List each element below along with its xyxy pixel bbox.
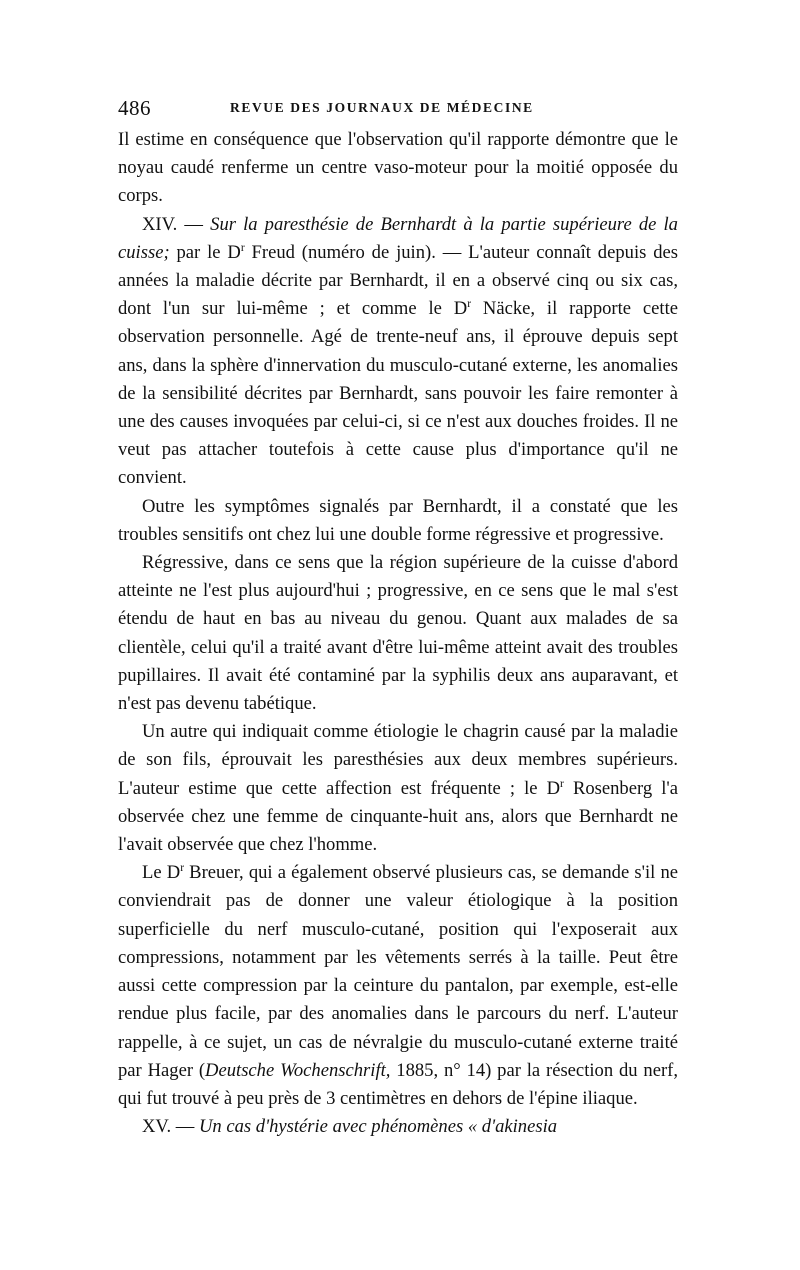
text-run: Le D	[142, 862, 181, 884]
section-title: Un cas d'hystérie avec phénomènes « d'akinesia	[199, 1116, 558, 1138]
paragraph-5	[118, 718, 678, 859]
running-title: REVUE DES JOURNAUX DE MÉDECINE	[230, 100, 534, 115]
paragraph-4: Régressive, dans ce sens que la région supérieure de la cuisse d'abord atteinte ne l'est plus aujourd'hui ; progressive, en ce sens que le mal s'est étendu de haut en bas au niveau du genou. Quant aux malades de sa clientèle, celui qu'il a traité avant d'être lui-même atteint avait des troubles pupillaires. Il avait été contaminé par la syphilis deux ans auparavant, et n'est pas devenu tabétique.	[118, 552, 678, 715]
page-header	[118, 96, 678, 120]
body-text	[118, 126, 678, 1141]
page-number: 486	[118, 96, 151, 120]
journal-title: Deutsche Wochenschrift,	[205, 1059, 391, 1081]
paragraph-2-section-xiv	[118, 211, 678, 493]
paragraph-7-section-xv	[118, 1113, 678, 1141]
paragraph-3: Outre les symptômes signalés par Bernhardt, il a constaté que les troubles sensitifs ont chez lui une double forme régressive et progressive.	[118, 495, 678, 545]
superscript: r	[560, 777, 564, 790]
text-run: par le D	[169, 241, 241, 263]
superscript: r	[467, 298, 472, 311]
superscript: r	[180, 862, 185, 875]
paragraph-6	[118, 859, 678, 1113]
text-run: Freud (numéro de juin). — L'auteur connaît depuis des années la maladie décrite par Bernhardt, il en a observé cinq ou six cas, dont l'un sur lui-même ; et comme le D	[118, 241, 678, 320]
paragraph-1: Il estime en conséquence que l'observation qu'il rapporte démontre que le noyau caudé renferme un centre vaso-moteur pour la moitié opposée du corps.	[118, 129, 678, 207]
text-run: Breuer, qui a également observé plusieurs cas, se demande s'il ne conviendrait pas de donner une valeur étiologique à la position superficielle du nerf musculo-cutané, position qui l'exposerait aux compressions, notamment par les vêtements serrés à la taille. Peut être aussi cette compression par la ceinture du pantalon, par exemple, est-elle rendue plus facile, par des anomalies dans le parcours du nerf. L'auteur rappelle, à ce sujet, un cas de névralgie du musculo-cutané externe traité par Hager (	[118, 862, 678, 1081]
text-run: 1885, n° 14) par la résection du nerf, qui fut trouvé à peu près de 3 centimètres en dehors de l'épine iliaque.	[118, 1059, 678, 1109]
section-number: XIV. —	[142, 213, 211, 235]
text-run: Un autre qui indiquait comme étiologie le chagrin causé par la maladie de son fils, éprouvait les paresthésies aux deux membres supérieurs. L'auteur estime que cette affection est fréquente ; le D	[118, 721, 678, 799]
superscript: r	[240, 241, 245, 254]
text-run: Rosenberg l'a observée chez une femme de cinquante-huit ans, alors que Bernhardt ne l'avait observée que chez l'homme.	[118, 777, 678, 856]
section-number: XV. —	[142, 1116, 199, 1138]
text-run: Näcke, il rapporte cette observation personnelle. Agé de trente-neuf ans, il éprouve depuis sept ans, dans la sphère d'innervation du musculo-cutané externe, les anomalies de la sensibilité décrites par Bernhardt, sans pouvoir les faire remonter à une des causes invoquées par celui-ci, si ce n'est aux douches froides. Il ne veut pas attacher toutefois à cette cause plus d'importance qu'il ne convient.	[118, 298, 678, 489]
section-title: Sur la paresthésie de Bernhardt à la partie supérieure de la cuisse;	[118, 213, 678, 263]
